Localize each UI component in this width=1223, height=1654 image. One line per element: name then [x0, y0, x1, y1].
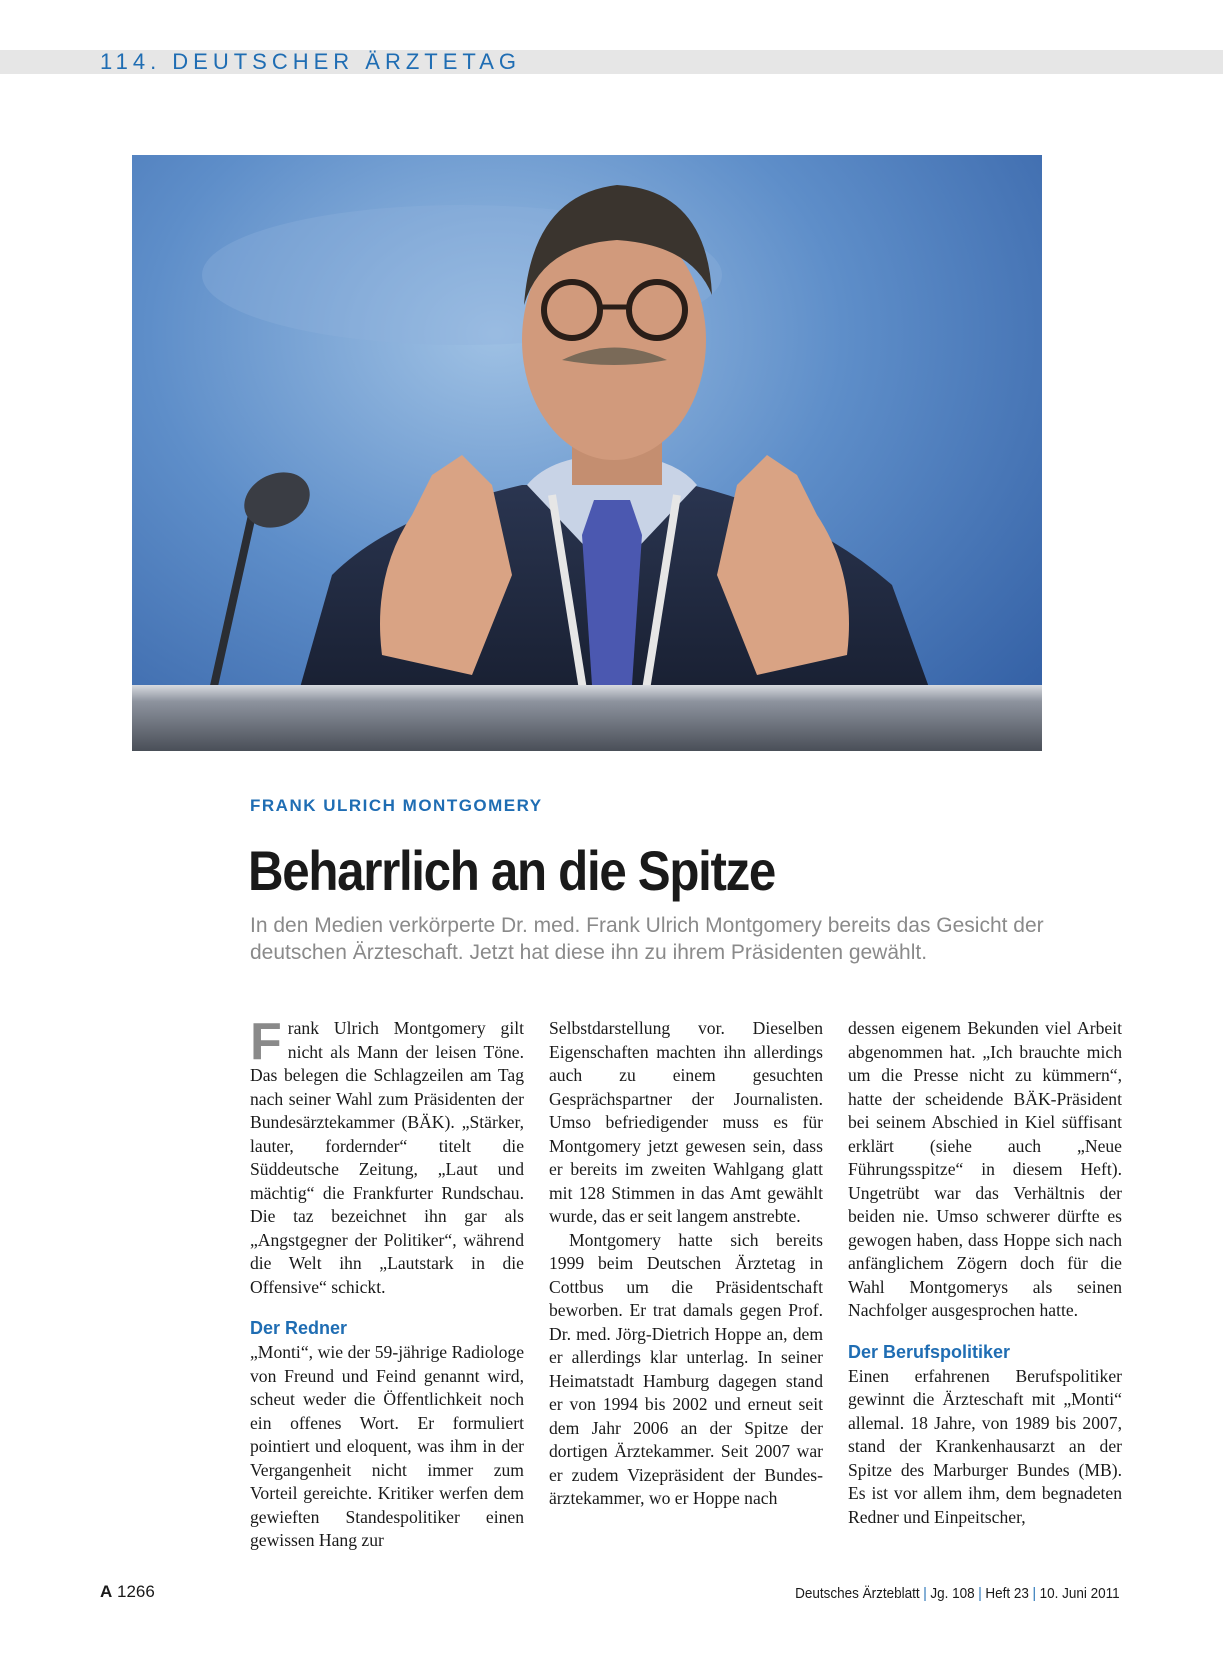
page-number: [100, 1582, 155, 1602]
speaker-illustration: [132, 155, 1042, 751]
paragraph: Einen erfahrenen Berufspolitiker gewinnt die Ärzteschaft mit „Monti“ allemal. 18 Jahre, von 1989 bis 2007, stand der Krankenhausarzt an der Spitze des Marburger Bundes (MB). Es ist vor allem ihm, dem begnadeten Redner und Einpeitscher,: [848, 1365, 1122, 1527]
journal-footer: Deutsches Ärzteblatt | Jg. 108 | Heft 23 | 10. Juni 2011: [795, 1585, 1120, 1602]
paragraph: Selbstdarstellung vor. Dieselben Eigenschaften machten ihn allerdings auch zu einem gesuchten Gesprächspartner der Journalisten. Umso befriedigender muss es für Montgomery jetzt gewesen sein, dass er bereits im zweiten Wahlgang glatt mit 128 Stimmen in das Amt gewählt wurde, das er seit langem anstrebte.: [549, 1018, 823, 1226]
page-number-value: 1266: [117, 1582, 155, 1601]
drop-cap: F: [250, 1013, 282, 1071]
section-header: 114. DEUTSCHER ÄRZTETAG: [100, 49, 522, 74]
article-kicker: FRANK ULRICH MONTGOMERY: [250, 796, 543, 815]
journal-issue: Heft 23: [985, 1585, 1030, 1602]
journal-volume: Jg. 108: [930, 1585, 975, 1602]
journal-date: 10. Juni 2011: [1039, 1585, 1120, 1602]
subheading-redner: Der Redner: [250, 1318, 348, 1338]
article-photo: [132, 155, 1042, 751]
article-lede: In den Medien verkörperte Dr. med. Frank Ulrich Montgomery bereits das Gesicht der deutschen Ärzteschaft. Jetzt hat diese ihn zu ihrem Präsidenten gewählt.: [250, 914, 1044, 964]
paragraph: „Monti“, wie der 59-jährige Radiologe von Freund und Feind genannt wird, scheut weder die Öffentlichkeit noch ein offenes Wort. Er formuliert pointiert und eloquent, was ihm in der Vergangenheit nicht immer zum Vorteil gereichte. Kritiker werfen dem gewieften Standespolitiker einen gewissen Hang zur: [250, 1342, 524, 1550]
subheading-berufspolitiker: Der Berufspolitiker: [848, 1341, 1011, 1362]
article-column-3: [848, 1017, 1122, 1529]
article-column-1: [250, 1013, 524, 1553]
paragraph: rank Ulrich Montgomery gilt nicht als Mann der leisen Töne. Das belegen die Schlagzeilen am Tag nach seiner Wahl zum Präsidenten der Bundesärztekammer (BÄK). „Stärker, lauter, fordernder“ titelt die Süddeutsche Zeitung, „Laut und mächtig“ die Frankfurter Rundschau. Die taz bezeichnet ihn gar als „Angstgegner der Politiker“, während die Welt ihn „Lautstark in die Offensive“ schickt.: [250, 1018, 524, 1297]
paragraph: Montgomery hatte sich bereits 1999 beim Deutschen Ärztetag in Cottbus um die Präsidentschaft beworben. Er trat damals gegen Prof. Dr. med. Jörg-Dietrich Hoppe an, dem er allerdings klar unterlag. In seiner Heimatstadt Hamburg dagegen stand er von 1994 bis 2002 und erneut seit dem Jahr 2006 an der Spitze der dortigen Ärztekammer. Seit 2007 war er zudem Vizepräsident der Bundesärztekammer, wo er Hoppe nach: [549, 1229, 823, 1508]
paragraph: dessen eigenem Bekunden viel Arbeit abgenommen hat. „Ich brauchte mich um die Presse nicht zu kümmern“, hatte der scheidende BÄK-Präsident bei seinem Abschied in Kiel süffisant erklärt (siehe auch „Neue Führungsspitze“ in diesem Heft). Ungetrübt war das Verhältnis der beiden nie. Umso schwerer dürfte es gewogen haben, dass Hoppe sich nach anfänglichem Zögern doch für die Wahl Montgomerys als seinen Nachfolger ausgesprochen hatte.: [848, 1018, 1122, 1320]
article-column-2: [549, 1017, 823, 1511]
page-prefix: A: [100, 1582, 113, 1601]
journal-name: Deutsches Ärzteblatt: [795, 1585, 920, 1602]
article-headline: Beharrlich an die Spitze: [248, 839, 775, 902]
